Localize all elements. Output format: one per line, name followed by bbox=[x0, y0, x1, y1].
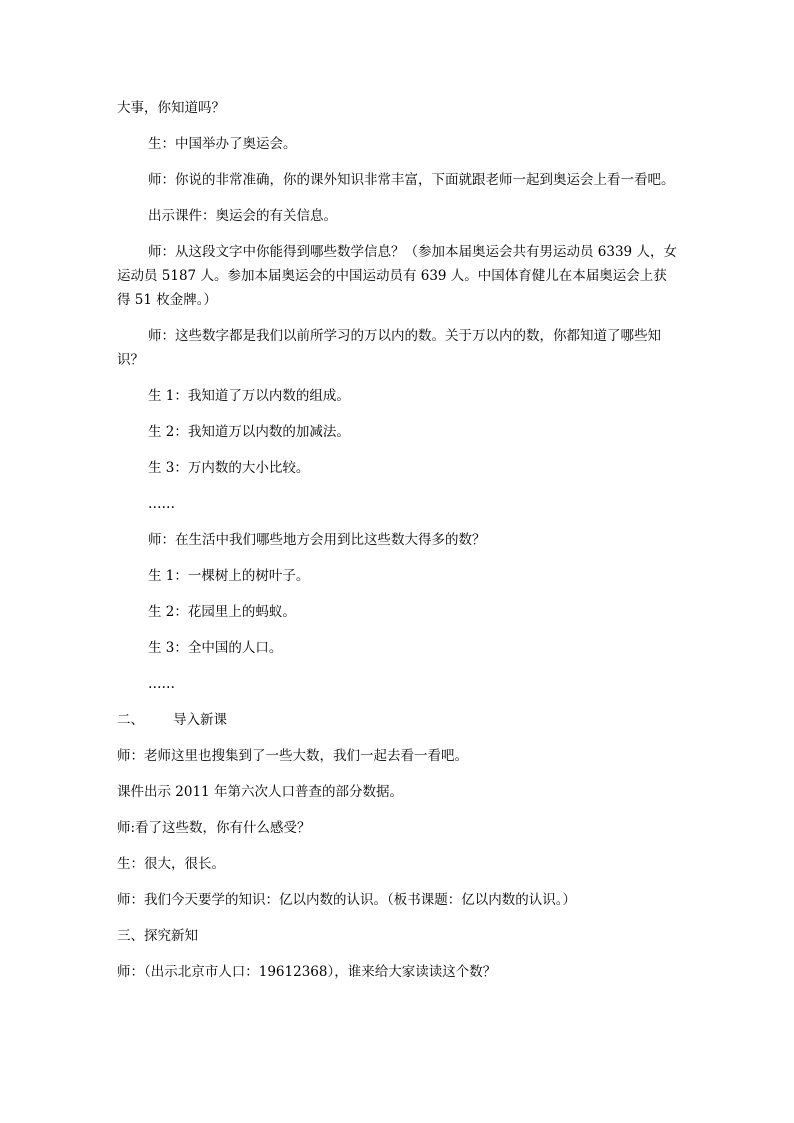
paragraph-student-population: 生 3：全中国的人口。 bbox=[148, 640, 283, 656]
paragraph-beijing-population: 师：（出示北京市人口：19612368），谁来给大家读读这个数？ bbox=[117, 964, 497, 980]
section-heading-2 bbox=[117, 708, 677, 732]
paragraph-teacher-intro: 师：老师这里也搜集到了一些大数，我们一起去看一看吧。 bbox=[117, 748, 468, 764]
section-number: 二、 bbox=[117, 712, 144, 728]
paragraph-teacher-review: 师：这些数字都是我们以前所学习的万以内的数。关于万以内的数，你都知道了哪些知识？ bbox=[117, 328, 661, 368]
paragraph-continuation: 大事，你知道吗？ bbox=[117, 100, 225, 116]
paragraph-census: 课件出示 2011 年第六次人口普查的部分数据。 bbox=[117, 784, 403, 800]
paragraph-student-answer: 生：中国举办了奥运会。 bbox=[148, 136, 297, 152]
paragraph-lesson-topic: 师：我们今天要学的知识：亿以内数的认识。（板书课题：亿以内数的认识。） bbox=[117, 892, 576, 908]
paragraph-teacher-praise: 师：你说的非常准确，你的课外知识非常丰富，下面就跟老师一起到奥运会上看一看吧。 bbox=[148, 172, 675, 188]
section-title: 导入新课 bbox=[173, 712, 227, 728]
paragraph-ellipsis: …… bbox=[148, 496, 175, 512]
paragraph-teacher-life: 师：在生活中我们哪些地方会用到比这些数大得多的数？ bbox=[148, 532, 486, 548]
document-body bbox=[117, 96, 677, 996]
section-heading-3: 三、探究新知 bbox=[117, 928, 198, 944]
paragraph-student-feeling: 生：很大，很长。 bbox=[117, 856, 225, 872]
paragraph-student-1: 生 1：我知道了万以内数的组成。 bbox=[148, 388, 350, 404]
paragraph-teacher-question: 师：从这段文字中你能得到哪些数学信息？（参加本届奥运会共有男运动员 6339 人，女运动员 5187 人。参加本届奥运会的中国运动员有 639 人。中国体育健儿在本届奥运会上获得 51 枚金牌。） bbox=[117, 244, 677, 308]
paragraph-ellipsis-2: …… bbox=[148, 676, 175, 692]
paragraph-courseware: 出示课件：奥运会的有关信息。 bbox=[148, 208, 337, 224]
paragraph-student-2: 生 2：我知道万以内数的加减法。 bbox=[148, 424, 350, 440]
paragraph-student-leaves: 生 1：一棵树上的树叶子。 bbox=[148, 568, 310, 584]
paragraph-student-ants: 生 2：花园里上的蚂蚁。 bbox=[148, 604, 296, 620]
paragraph-teacher-feeling: 师:看了这些数，你有什么感受？ bbox=[117, 820, 311, 836]
paragraph-student-3: 生 3：万内数的大小比较。 bbox=[148, 460, 310, 476]
